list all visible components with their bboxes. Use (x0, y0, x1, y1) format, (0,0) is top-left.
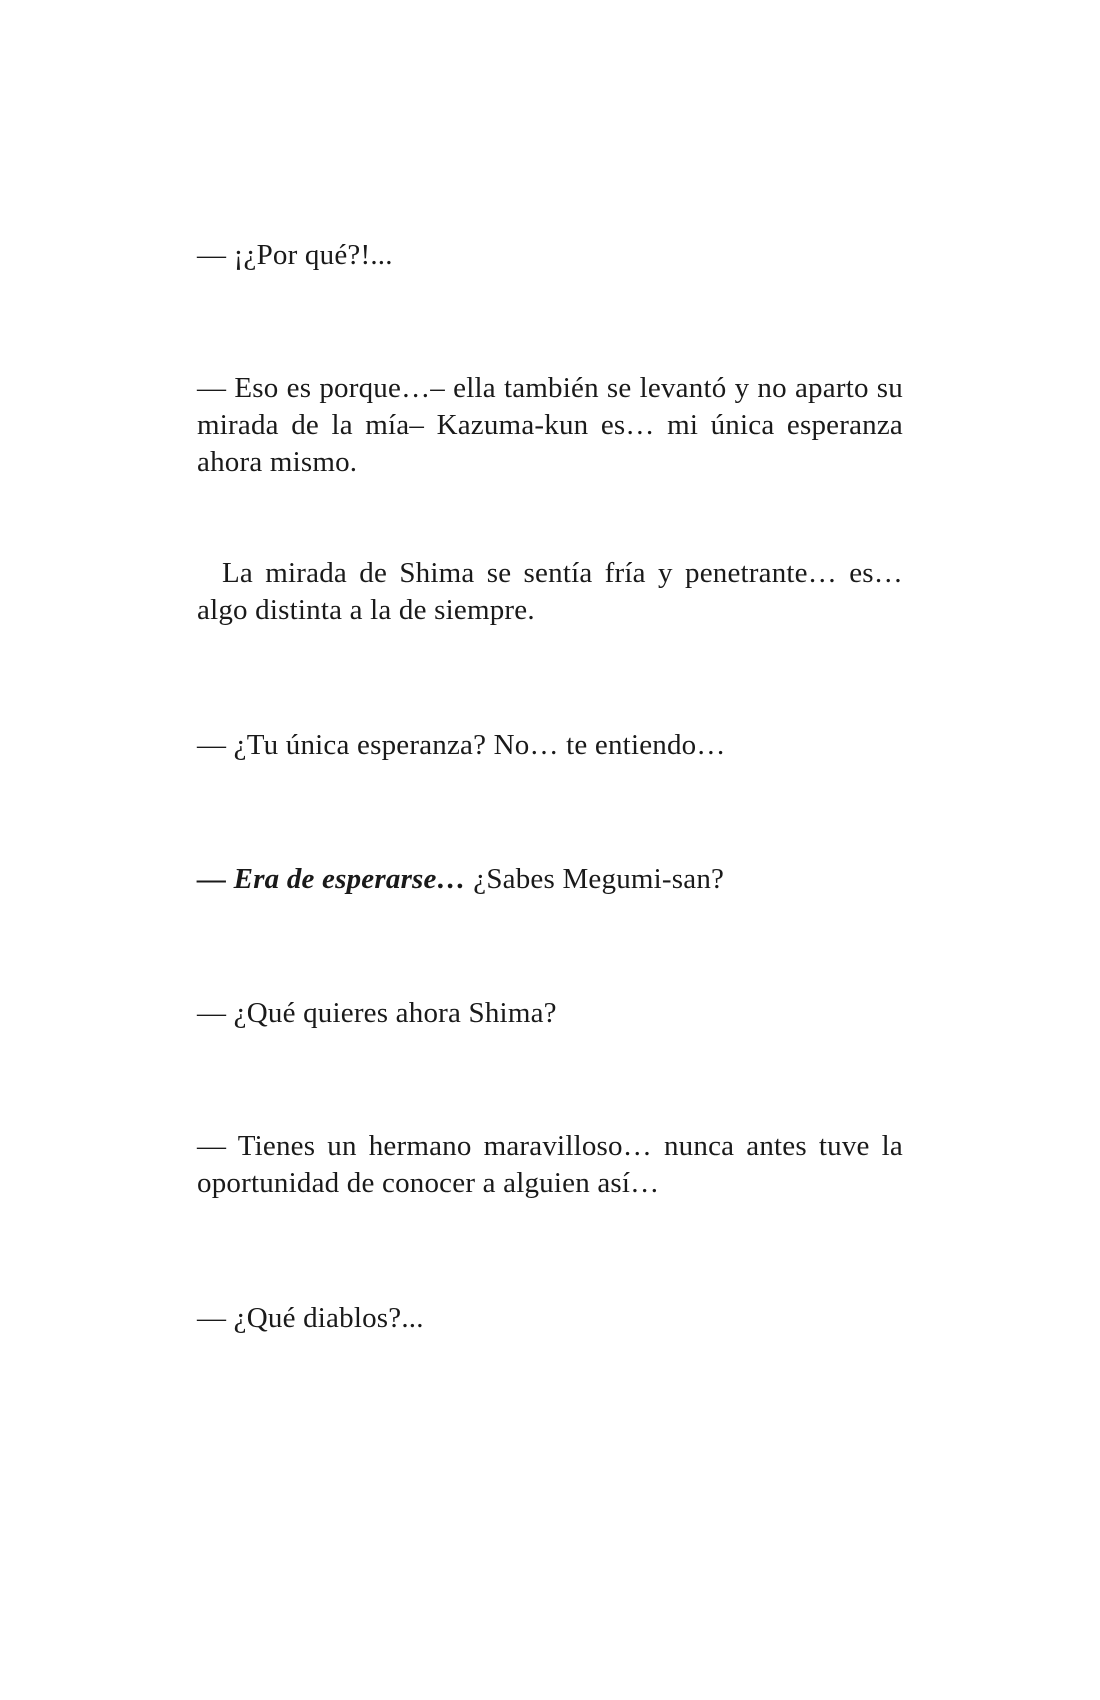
dialogue-line-4: — ¿Tu única esperanza? No… te entiendo… (197, 729, 726, 761)
dialogue-line-5 (197, 861, 903, 898)
dialogue-line-1: — ¡¿Por qué?!... (197, 239, 393, 271)
emphasized-text: — Era de esperarse… (197, 863, 466, 895)
narration-paragraph-3: La mirada de Shima se sentía fría y penetrante… es… algo distinta a la de siempre. (197, 557, 903, 626)
dialogue-paragraph-7: — Tienes un hermano maravilloso… nunca antes tuve la oportunidad de conocer a alguien así… (197, 1130, 903, 1199)
dialogue-paragraph-2: — Eso es porque…– ella también se levantó y no aparto su mirada de la mía– Kazuma-kun es… mi única esperanza ahora mismo. (197, 372, 903, 478)
dialogue-line-6: — ¿Qué quieres ahora Shima? (197, 997, 557, 1029)
dialogue-line-8: — ¿Qué diablos?... (197, 1302, 424, 1334)
regular-text: ¿Sabes Megumi-san? (465, 863, 725, 895)
